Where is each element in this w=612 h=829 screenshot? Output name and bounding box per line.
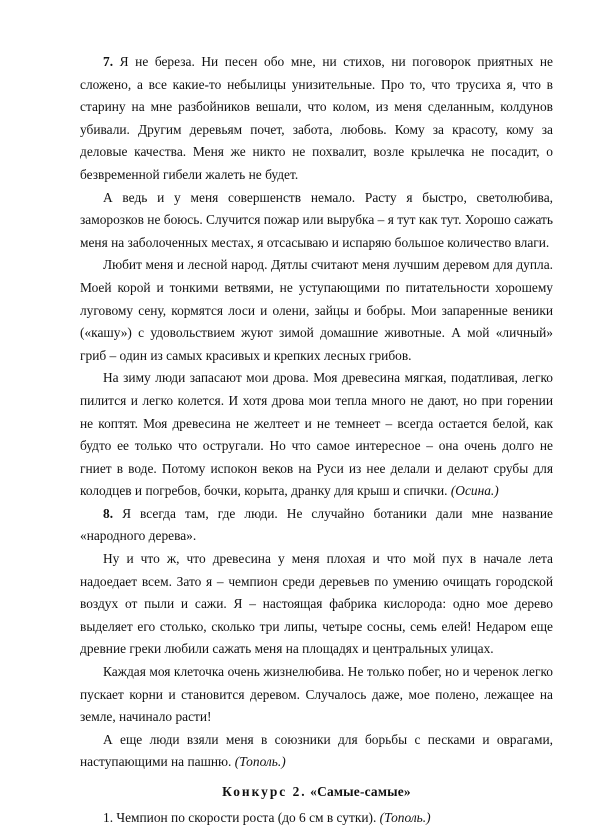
contest-item-1-answer: (Тополь.) [379,809,431,825]
riddle-7-text-4: На зиму люди запасают мои дрова. Моя древесина мягкая, податливая, легко пилится и легко колется. И хотя дрова мои тепла много не дают, но при горении не коптят. Моя древесина не желтеет и не темнеет – всегда остается белой, как будто ее только что остругали. Но что самое интересное – она очень долго не гниет в воде. Потому испокон веков на Руси из нее делали и делают срубы для колодцев и погребов, бочки, корыта, дранку для крыш и спички. [80,370,553,499]
riddle-8-paragraph-2: Ну и что ж, что древесина у меня плохая и что мой пух в начале лета надоедает всем. Зато я – чемпион среди деревьев по умению очищать городской воздух от пыли и сажи. Я – настоящая фабрика кислорода: одно мое дерево выделяет его столько, сколько три липы, четыре сосны, семь елей! Недаром еще древние греки любили сажать меня на площадях и центральных улицах. [80,551,553,657]
riddle-7-paragraph-3: Любит меня и лесной народ. Дятлы считают меня лучшим деревом для дупла. Моей корой и тонкими ветвями, не уступающими по питательности хорошему луговому сену, кормятся лоси и олени, зайцы и бобры. Мои запаренные веники («кашу») с удовольствием жуют зимой домашние животные. А мой «личный» гриб – один из самых красивых и крепких лесных грибов. [80,257,553,363]
riddle-7-text-1: Я не береза. Ни песен обо мне, ни стихов, ни поговорок приятных не сложено, а все какие-то небылицы унизительные. Про то, что трусиха я, что в старину на мне разбойников вешали, что колом, из меня сделанным, колдунов убивали. Другим деревьям почет, забота, любовь. Кому за красоту, кому за деловые качества. Меня же никто не похвалит, возле крылечка не посадит, о безвременной гибели жалеть не будет. [80,54,553,182]
contest-item-1-text: 1. Чемпион по скорости роста (до 6 см в сутки). [103,809,380,825]
contest-word: Конкурс 2. [222,784,307,799]
riddle-8-paragraph-3: Каждая моя клеточка очень жизнелюбива. Не только побег, но и черенок легко пускает корни и становится деревом. Случалось даже, мое полено, лежащее на земле, начинало расти! [80,664,553,725]
riddle-7-paragraph-4 [80,367,553,503]
riddles-text [80,51,553,829]
riddle-7-paragraph-2: А ведь и у меня совершенств немало. Расту я быстро, светолюбива, заморозков не боюсь. Случится пожар или вырубка – я тут как тут. Хорошо сажать меня на заболоченных местах, я отсасываю и испаряю большое количество влаги. [80,189,553,250]
riddle-8-answer: (Тополь.) [234,754,286,770]
riddle-7-number: 7. [103,54,114,69]
riddle-7-answer: (Осина.) [450,483,499,499]
contest-title: «Самые-самые» [306,784,411,799]
riddle-8-text-4: А еще люди взяли меня в союзники для борьбы с песками и оврагами, наступающими на пашню. [80,731,553,770]
riddle-8-paragraph-4 [80,729,553,774]
contest-heading [80,781,553,804]
riddle-8-number: 8. [103,505,114,521]
riddle-8-text-1: Я всегда там, где люди. Не случайно ботаники дали мне название «народного дерева». [80,505,553,544]
contest-item-1 [80,807,553,829]
riddle-8-paragraph-1 [80,503,553,548]
riddle-7-paragraph-1 [80,51,553,187]
